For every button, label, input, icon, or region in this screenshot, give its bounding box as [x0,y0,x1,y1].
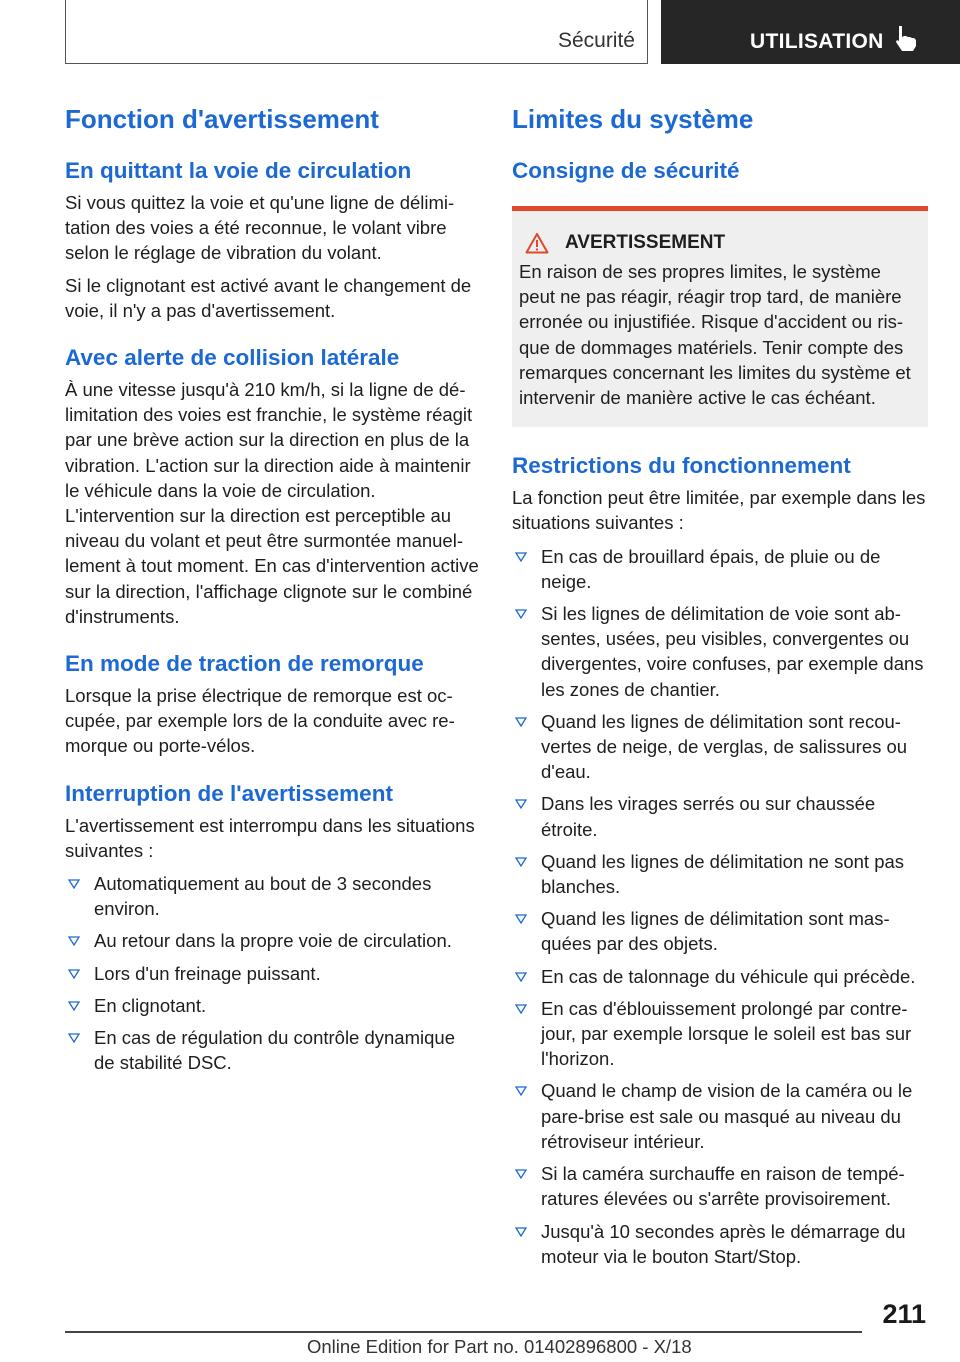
triangle-bullet-icon [68,969,80,979]
footer-divider [65,1331,862,1333]
list-item: Quand les lignes de délimitation ne sont pas blanches. [512,849,928,899]
triangle-bullet-icon [68,1033,80,1043]
list-item: En cas de régulation du contrôle dynamique de stabilité DSC. [65,1025,480,1075]
triangle-bullet-icon [68,879,80,889]
list-item: Si les lignes de délimitation de voie sont absentes, usées, peu visibles, convergentes ou divergentes, voire confuses, par exemple dans les zones de chantier. [512,601,928,702]
warning-title-text: AVERTISSEMENT [565,232,726,253]
left-column [65,102,480,1082]
side-collision-paragraph: À une vitesse jusqu'à 210 km/h, si la ligne de délimitation des voies est franchie, le système réagit par une brève action sur la direction en plus de la vibration. L'action sur la direction aide à maintenir le véhicule dans la voie de circulation. L'intervention sur la direction est perceptible au niveau du volant et peut être surmontée manuellement à tout moment. En cas d'intervention active sur la direction, l'affichage clignote sur le combiné d'instruments. [65,379,479,627]
side-collision-heading: Avec alerte de collision latérale [65,345,400,371]
list-item: Jusqu'à 10 secondes après le démarrage du moteur via le bouton Start/Stop. [512,1219,928,1269]
warning-text: En raison de ses propres limites, le système peut ne pas réagir, réagir trop tard, de manière erronée ou injustifiée. Risque d'accident ou risque de dommages matériels. Tenir compte des remarques concernant les limites du système et intervenir de manière active le cas échéant. [519,261,911,409]
header-chapter-title: UTILISATION [750,30,884,53]
warning-interruption-heading: Interruption de l'avertissement [65,780,393,806]
warning-interruption-paragraph: L'avertissement est interrompu dans les situations suivantes : [65,814,475,861]
header-chapter-tab [661,0,960,64]
list-item: En clignotant. [65,993,480,1018]
list-item: Lors d'un freinage puissant. [65,961,480,986]
list-item: Quand les lignes de délimitation sont recouvertes de neige, de verglas, de salissures ou d'eau. [512,709,928,785]
triangle-bullet-icon [515,609,527,619]
triangle-bullet-icon [515,1086,527,1096]
leaving-lane-heading: En quittant la voie de circulation [65,158,412,183]
triangle-bullet-icon [515,972,527,982]
interruption-list [65,871,480,1075]
restrictions-list [512,544,928,1269]
list-item: Quand le champ de vision de la caméra ou le pare-brise est sale ou masqué au niveau du rétroviseur intérieur. [512,1078,928,1154]
header-section-title: Sécurité [557,29,635,52]
triangle-bullet-icon [515,552,527,562]
triangle-bullet-icon [515,1169,527,1179]
list-item: Automatiquement au bout de 3 secondes environ. [65,871,480,921]
list-item: Si la caméra surchauffe en raison de températures élevées ou s'arrête provisoirement. [512,1161,928,1211]
triangle-bullet-icon [515,799,527,809]
list-item: Au retour dans la propre voie de circulation. [65,928,480,953]
system-limits-heading: Limites du système [512,104,754,134]
warning-box-title [519,232,920,254]
list-item: En cas de brouillard épais, de pluie ou de neige. [512,544,928,594]
triangle-bullet-icon [515,914,527,924]
triangle-bullet-icon [68,936,80,946]
trailer-mode-heading: En mode de traction de remorque [65,651,424,677]
warning-box [512,206,928,427]
hand-pointing-icon [893,24,919,52]
function-restrictions-heading: Restrictions du fonctionnement [512,453,851,479]
leaving-lane-paragraph-2: Si le clignotant est activé avant le changement de voie, il n'y a pas d'avertissement. [65,274,472,321]
triangle-bullet-icon [515,857,527,867]
list-item: En cas de talonnage du véhicule qui précède. [512,964,928,989]
triangle-bullet-icon [68,1001,80,1011]
safety-note-heading: Consigne de sécurité [512,158,740,183]
leaving-lane-paragraph-1: Si vous quittez la voie et qu'une ligne de délimitation des voies a été reconnue, le volant vibre selon le réglage de vibration du volant. [65,192,455,264]
function-restrictions-paragraph: La fonction peut être limitée, par exemple dans les situations suivantes : [512,487,926,534]
list-item: En cas d'éblouissement prolongé par contre-jour, par exemple lorsque le soleil est bas sur l'horizon. [512,996,928,1072]
header-section-box [65,0,648,64]
triangle-bullet-icon [515,717,527,727]
trailer-mode-paragraph: Lorsque la prise électrique de remorque est occupée, par exemple lors de la conduite avec remorque ou porte-vélos. [65,685,455,757]
warning-triangle-icon [525,232,549,254]
triangle-bullet-icon [515,1227,527,1237]
right-column [512,102,928,1276]
list-item: Quand les lignes de délimitation sont masquées par des objets. [512,906,928,956]
list-item: Dans les virages serrés ou sur chaussée étroite. [512,791,928,841]
warning-function-heading: Fonction d'avertissement [65,104,379,134]
footer-edition-text: Online Edition for Part no. 01402896800 - X/18 [307,1336,692,1357]
page-number: 211 [882,1299,926,1329]
triangle-bullet-icon [515,1004,527,1014]
